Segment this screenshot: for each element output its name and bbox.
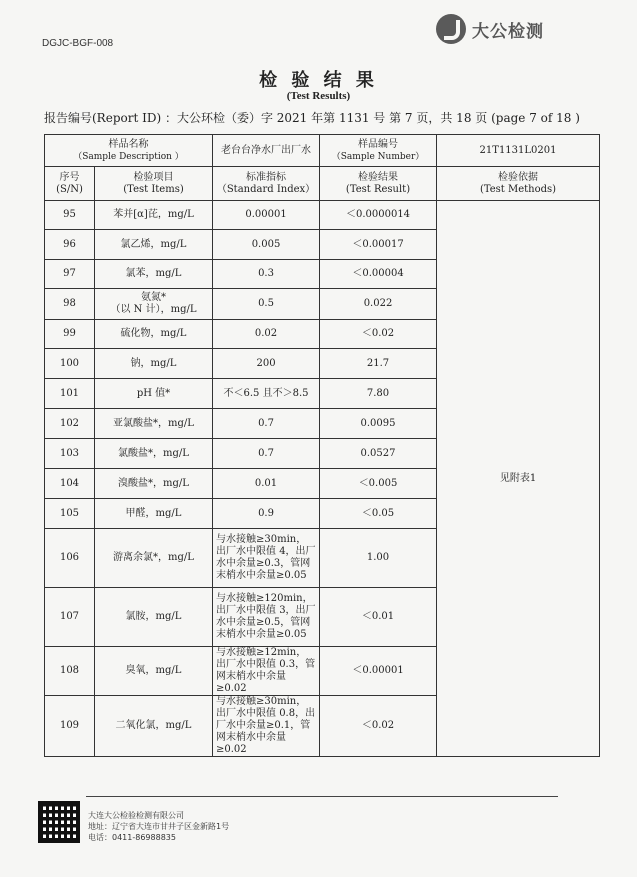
row-standard: 200 [213,349,320,379]
qr-code [38,801,80,843]
column-header-row [45,167,600,201]
result-header: 检验结果 (Test Result) [320,167,437,201]
row-sn: 104 [45,469,95,499]
row-result: 0.022 [320,289,437,320]
footer-address: 地址：辽宁省大连市甘井子区金新路1号 [88,822,230,831]
page-title: 检 验 结 果 [259,70,378,91]
row-standard: 与水接触≥30min，出厂水中限值 0.8，出厂水中余量≥0.1，管网末梢水中余量≥0.02 [213,696,320,757]
row-standard: 0.5 [213,289,320,320]
row-item: 氯苯，mg/L [95,260,213,289]
method-header: 检验依据 (Test Methods) [437,167,600,201]
sample-number-value: 21T1131L0201 [437,135,600,167]
row-standard: 0.9 [213,499,320,529]
report-id: 报告编号(Report ID) ：大公环检（委）字 2021 年第 1131 号 第 7 页，共 18 页 (page 7 of 18 ) [44,111,580,125]
row-standard: 0.00001 [213,201,320,230]
row-result: 21.7 [320,349,437,379]
row-standard: 0.01 [213,469,320,499]
logo-text: 大公检测 [472,21,544,42]
items-header: 检验项目 (Test Items) [95,167,213,201]
row-result: ＜0.005 [320,469,437,499]
row-result: 0.0095 [320,409,437,439]
row-item: 溴酸盐*，mg/L [95,469,213,499]
method-cell: 见附表1 [437,201,600,757]
page-subtitle: (Test Results) [286,90,351,102]
row-result: 1.00 [320,529,437,588]
row-sn: 100 [45,349,95,379]
row-sn: 99 [45,320,95,349]
row-standard: 与水接触≥120min，出厂水中限值 3，出厂水中余量≥0.5，管网末梢水中余量≥0.05 [213,588,320,647]
row-result: 7.80 [320,379,437,409]
row-result: 0.0527 [320,439,437,469]
row-result: ＜0.02 [320,696,437,757]
row-result: ＜0.0000014 [320,201,437,230]
footer-divider [86,796,558,797]
std-header: 标准指标 （Standard Index） [213,167,320,201]
row-standard: 0.3 [213,260,320,289]
row-sn: 96 [45,230,95,260]
row-standard: 0.02 [213,320,320,349]
row-standard: 与水接触≥12min，出厂水中限值 0.3，管网末梢水中余量≥0.02 [213,647,320,696]
row-sn: 109 [45,696,95,757]
sample-number-label: 样品编号 （Sample Number） [320,135,437,167]
footer-phone: 电话：0411-86988835 [88,833,176,842]
row-item: 二氧化氯，mg/L [95,696,213,757]
document-code: DGJC-BGF-008 [42,38,114,49]
row-standard: 与水接触≥30min，出厂水中限值 4，出厂水中余量≥0.3，管网末梢水中余量≥0.05 [213,529,320,588]
sample-name-value: 老台台净水厂出厂水 [213,135,320,167]
row-sn: 95 [45,201,95,230]
row-item: 氯胺，mg/L [95,588,213,647]
row-sn: 103 [45,439,95,469]
row-standard: 0.7 [213,409,320,439]
table-row [45,201,600,230]
row-item: 硫化物，mg/L [95,320,213,349]
row-item: 氯乙烯，mg/L [95,230,213,260]
row-item: 苯并[α]芘，mg/L [95,201,213,230]
row-result: ＜0.01 [320,588,437,647]
row-sn: 106 [45,529,95,588]
row-item: 氯酸盐*，mg/L [95,439,213,469]
row-sn: 105 [45,499,95,529]
sample-name-label: 样品名称 （Sample Description ） [45,135,213,167]
sample-info-row [45,135,600,167]
row-result: ＜0.00001 [320,647,437,696]
row-item: 甲醛，mg/L [95,499,213,529]
row-item: 游离余氯*，mg/L [95,529,213,588]
row-sn: 101 [45,379,95,409]
results-table [44,134,600,757]
row-standard: 不＜6.5 且不＞8.5 [213,379,320,409]
row-item: pH 值* [95,379,213,409]
footer-company: 大连大公检验检测有限公司 [88,811,184,820]
row-item: 亚氯酸盐*，mg/L [95,409,213,439]
row-item: 钠，mg/L [95,349,213,379]
row-standard: 0.7 [213,439,320,469]
sn-header: 序号 (S/N) [45,167,95,201]
row-item: 氨氮* （以 N 计），mg/L [95,289,213,320]
row-sn: 102 [45,409,95,439]
row-result: ＜0.05 [320,499,437,529]
row-sn: 97 [45,260,95,289]
row-result: ＜0.02 [320,320,437,349]
row-standard: 0.005 [213,230,320,260]
footer [88,810,229,843]
company-logo [436,14,544,44]
row-result: ＜0.00004 [320,260,437,289]
row-result: ＜0.00017 [320,230,437,260]
row-sn: 107 [45,588,95,647]
row-item: 臭氧，mg/L [95,647,213,696]
row-sn: 98 [45,289,95,320]
logo-icon [436,14,466,44]
row-sn: 108 [45,647,95,696]
